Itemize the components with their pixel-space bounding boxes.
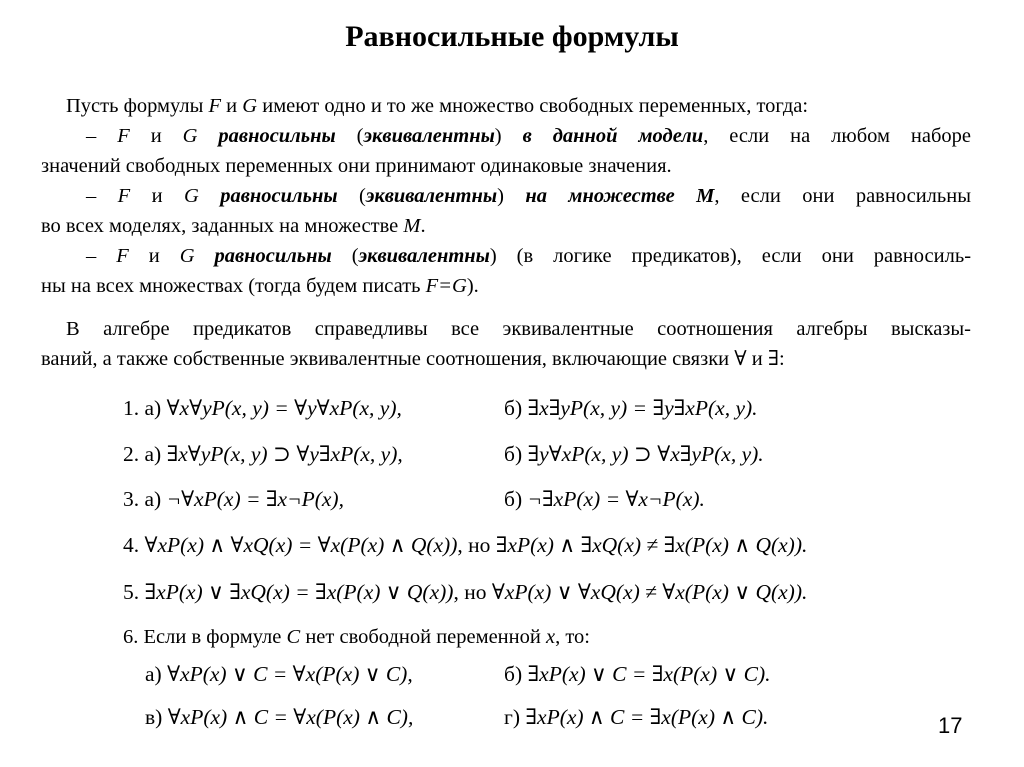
variable-x: x (545, 626, 556, 648)
definition-rest: (в логике предикатов), если они равносиль- (496, 245, 972, 267)
formula-expression-2: ∀xP(x) ∨ ∀xQ(x) ≠ ∀x(P(x) ∨ Q(x)). (491, 580, 808, 604)
formula-3a (123, 487, 344, 512)
formula-6-text-mid: нет свободной переменной (300, 626, 546, 648)
formula-expression: ∃y∀xP(x, y) ⊃ ∀x∃yP(x, y). (527, 442, 764, 466)
formula-2a (123, 442, 403, 467)
formula-expression: ¬∀xP(x) = ∃x¬P(x), (166, 487, 344, 511)
paren-close: ) (494, 125, 523, 147)
term-equivalent-alt: эквивалентны (358, 245, 490, 267)
dash: – (86, 125, 118, 147)
formula-expression: ∃xP(x) ∧ C = ∃x(P(x) ∧ C). (525, 705, 769, 729)
definition-line (41, 241, 971, 271)
formula-label: а) (145, 662, 168, 686)
and-word: и (130, 185, 185, 207)
formula-label: б) (504, 662, 528, 686)
line-end: . (420, 215, 426, 237)
formula-3b (504, 487, 705, 512)
formula-label: г) (504, 705, 526, 729)
formula-expression-2: ∃xP(x) ∧ ∃xQ(x) ≠ ∃x(P(x) ∧ Q(x)). (495, 533, 808, 557)
term-equivalent: равносильны (218, 125, 336, 147)
formula-label: 5. (123, 580, 145, 604)
definition-line-2 (41, 271, 971, 301)
algebra-paragraph (41, 314, 971, 374)
paren-close: ) (497, 185, 526, 207)
set-m: M (403, 215, 421, 237)
intro-suffix: имеют одно и то же множество свободных переменных, тогда: (257, 95, 809, 117)
formula-expression: ∀xP(x) ∨ C = ∀x(P(x) ∨ C), (167, 662, 413, 686)
term-equivalent: равносильны (220, 185, 338, 207)
line-text: во всех моделях, заданных на множестве (41, 215, 404, 237)
formula-6a (145, 662, 413, 687)
formula-f: F (208, 95, 222, 117)
definition-line-2 (41, 211, 971, 241)
page-title: Равносильные формулы (345, 20, 679, 53)
formula-c: C (286, 626, 301, 648)
formula-1b (504, 396, 758, 421)
term-equivalent-alt: эквивалентны (363, 125, 495, 147)
formula-g: G (242, 95, 258, 117)
formula-expression: ∀xP(x) ∧ ∀xQ(x) = ∀x(P(x) ∧ Q(x)) (144, 533, 458, 557)
dash: – (86, 245, 117, 267)
paren-close: ) (489, 245, 497, 267)
line-end: ). (466, 275, 479, 297)
formula-5 (123, 580, 807, 605)
formula-expression: ∃x∃yP(x, y) = ∃y∃xP(x, y). (527, 396, 758, 420)
formula-6-intro (123, 626, 590, 649)
notation-f-eq-g: F=G (425, 275, 467, 297)
term-equivalent: равносильны (214, 245, 332, 267)
formula-expression: ∃x∀yP(x, y) ⊃ ∀y∃xP(x, y), (166, 442, 403, 466)
paren-open: ( (331, 245, 359, 267)
formula-label: 1. а) (123, 396, 167, 420)
formula-label: в) (145, 705, 168, 729)
definition-line (41, 181, 971, 211)
definition-model (41, 121, 971, 181)
formula-2b (504, 442, 764, 467)
formula-g: G (179, 245, 195, 267)
formula-6d (504, 705, 768, 730)
formula-6c (145, 705, 413, 730)
formula-g: G (182, 125, 198, 147)
intro-prefix: Пусть формулы (66, 95, 209, 117)
line-text: ны на всех множествах (тогда будем писать (41, 275, 426, 297)
formula-label: 3. а) (123, 487, 167, 511)
definition-rest: , если на любом наборе (703, 125, 972, 147)
and-word: и (129, 125, 183, 147)
term-equivalent-alt: эквивалентны (365, 185, 498, 207)
formula-6-text-end: , то: (555, 626, 590, 648)
intro-line (41, 91, 971, 121)
paren-open: ( (337, 185, 366, 207)
formula-g: G (184, 185, 199, 207)
formula-6-text: 6. Если в формуле (123, 626, 287, 648)
definition-set (41, 181, 971, 241)
formula-f: F (116, 245, 129, 267)
dash: – (86, 185, 118, 207)
formula-label: б) (504, 442, 528, 466)
formula-label: б) (504, 487, 528, 511)
algebra-line-1: В алгебре предикатов справедливы все эквивалентные соотношения алгебры высказы- (66, 318, 971, 340)
formula-label: 2. а) (123, 442, 167, 466)
formula-but: , но (453, 580, 492, 604)
formula-label: б) (504, 396, 528, 420)
formula-1a (123, 396, 402, 421)
formula-6b (504, 662, 771, 687)
term-in-model: в данной модели (522, 125, 704, 147)
formula-expression: ∀xP(x) ∧ C = ∀x(P(x) ∧ C), (167, 705, 414, 729)
term-on-set: на множестве M (525, 185, 715, 207)
definition-line (41, 121, 971, 151)
formula-f: F (117, 125, 130, 147)
formula-expression: ∃xP(x) ∨ ∃xQ(x) = ∃x(P(x) ∨ Q(x)) (144, 580, 454, 604)
formula-expression: ∀x∀yP(x, y) = ∀y∀xP(x, y), (166, 396, 402, 420)
formula-expression: ¬∃xP(x) = ∀x¬P(x). (527, 487, 705, 511)
algebra-line-2: ваний, а также собственные эквивалентные соотношения, включающие связки ∀ и ∃: (41, 348, 785, 370)
definition-line-2: значений свободных переменных они принимают одинаковые значения. (41, 155, 672, 177)
intro-and: и (221, 95, 243, 117)
paren-open: ( (335, 125, 364, 147)
formula-expression: ∃xP(x) ∨ C = ∃x(P(x) ∨ C). (527, 662, 771, 686)
and-word: и (128, 245, 180, 267)
formula-label: 4. (123, 533, 145, 557)
formula-f: F (117, 185, 131, 207)
formula-but: , но (457, 533, 496, 557)
page-number: 17 (938, 713, 963, 738)
formula-4 (123, 533, 807, 558)
definition-predicate-logic (41, 241, 971, 301)
definition-rest: , если они равносильны (714, 185, 971, 207)
intro-paragraph (41, 91, 971, 121)
